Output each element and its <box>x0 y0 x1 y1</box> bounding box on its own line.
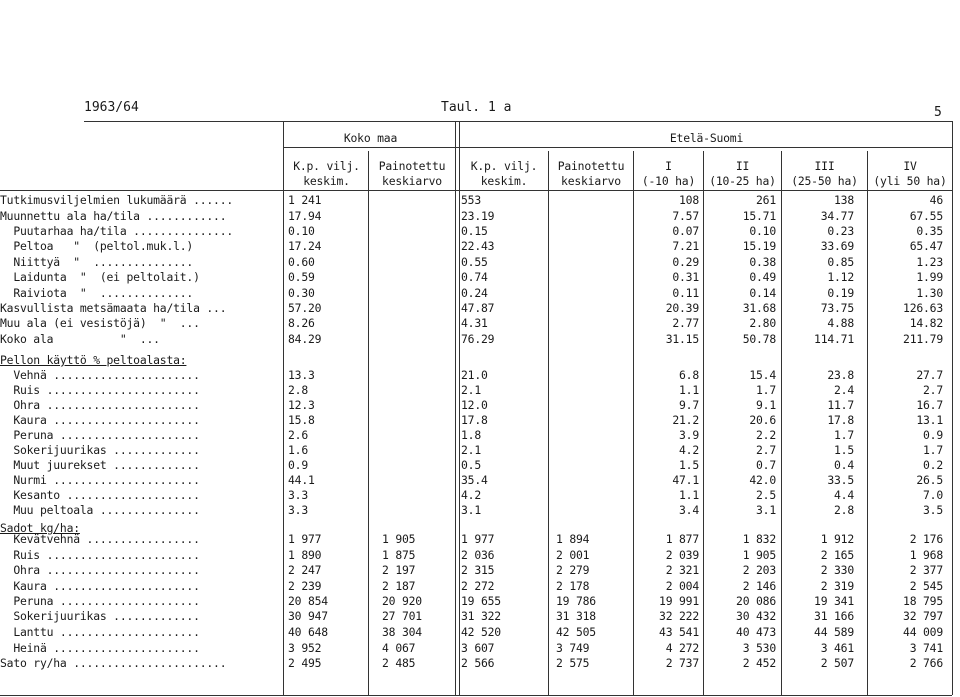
table-cell: 2 272 <box>461 579 495 593</box>
table-cell: 44.1 <box>288 473 315 487</box>
table-cell: 0.4 <box>834 458 854 472</box>
table-cell: 84.29 <box>288 332 322 346</box>
table-cell: 8.26 <box>288 316 315 330</box>
table-cell: 23.8 <box>827 368 854 382</box>
table-cell: 0.11 <box>672 286 699 300</box>
table-cell: 4.31 <box>461 316 488 330</box>
row-label: Peltoa " (peltol.muk.l.) <box>0 239 194 253</box>
column-header-1-line1: K.p. vilj. <box>293 159 360 173</box>
column-header-7-line2: (25-50 ha) <box>791 174 858 188</box>
page-number: 5 <box>934 105 942 120</box>
table-cell: 108 <box>679 193 699 207</box>
table-cell: 2 004 <box>665 579 699 593</box>
table-cell: 67.55 <box>909 209 943 223</box>
table-cell: 3 607 <box>461 641 495 655</box>
table-cell: 47.87 <box>461 301 495 315</box>
table-cell: 33.5 <box>827 473 854 487</box>
table-cell: 2 330 <box>820 563 854 577</box>
table-cell: 0.35 <box>916 224 943 238</box>
table-cell: 2 039 <box>665 548 699 562</box>
table-cell: 47.1 <box>672 473 699 487</box>
column-header-6-line1: II <box>735 159 750 173</box>
row-label: Ohra ....................... <box>0 563 200 577</box>
table-cell: 1 905 <box>382 532 416 546</box>
table-cell: 15.8 <box>288 413 315 427</box>
table-cell: 2 485 <box>382 656 416 670</box>
table-cell: 42 520 <box>461 625 501 639</box>
table-cell: 0.9 <box>288 458 308 472</box>
section-heading: Pellon käyttö % peltoalasta: <box>0 353 187 367</box>
table-cell: 7.0 <box>923 488 943 502</box>
table-cell: 2 315 <box>461 563 495 577</box>
row-label: Kaura ...................... <box>0 579 200 593</box>
table-cell: 0.59 <box>288 270 315 284</box>
row-label: Puutarhaa ha/tila ............... <box>0 224 234 238</box>
table-cell: 1.7 <box>756 383 776 397</box>
column-header-3-line2: keskim. <box>480 174 528 188</box>
table-cell: 114.71 <box>814 332 854 346</box>
column-header-2-line2: keskiarvo <box>382 174 442 188</box>
table-cell: 18 795 <box>903 594 943 608</box>
table-cell: 0.60 <box>288 255 315 269</box>
row-label: Raiviota " .............. <box>0 286 194 300</box>
table-cell: 2 146 <box>742 579 776 593</box>
table-cell: 0.19 <box>827 286 854 300</box>
table-cell: 0.24 <box>461 286 488 300</box>
row-label: Niittyä " ............... <box>0 255 194 269</box>
table-cell: 43 541 <box>659 625 699 639</box>
table-cell: 2.2 <box>756 428 776 442</box>
table-cell: 553 <box>461 193 481 207</box>
rule-vertical-3 <box>459 121 460 695</box>
table-cell: 2.80 <box>749 316 776 330</box>
table-cell: 31.15 <box>665 332 699 346</box>
table-cell: 31.68 <box>742 301 776 315</box>
table-cell: 2 545 <box>909 579 943 593</box>
rule-under-group <box>283 147 952 148</box>
table-cell: 0.7 <box>756 458 776 472</box>
table-cell: 126.63 <box>903 301 943 315</box>
table-cell: 2.1 <box>461 443 481 457</box>
column-header-8-line2: (yli 50 ha) <box>873 174 947 188</box>
table-cell: 46 <box>929 193 943 207</box>
table-cell: 2 001 <box>556 548 590 562</box>
table-cell: 31 166 <box>814 609 854 623</box>
table-cell: 40 648 <box>288 625 328 639</box>
table-cell: 2.7 <box>923 383 943 397</box>
column-header-1-line2: keskim. <box>303 174 350 188</box>
table-cell: 65.47 <box>909 239 943 253</box>
row-label: Muut juurekset ............. <box>0 458 200 472</box>
table-cell: 1 977 <box>288 532 322 546</box>
row-label: Laidunta " (ei peltolait.) <box>0 270 200 284</box>
table-cell: 17.8 <box>827 413 854 427</box>
table-cell: 1 241 <box>288 193 322 207</box>
rule-header-bottom <box>0 190 952 191</box>
table-cell: 2 737 <box>665 656 699 670</box>
table-cell: 2.77 <box>672 316 699 330</box>
table-cell: 19 341 <box>814 594 854 608</box>
rule-vertical-0 <box>283 121 284 695</box>
table-cell: 1 894 <box>556 532 590 546</box>
table-cell: 30 432 <box>736 609 776 623</box>
table-cell: 0.10 <box>288 224 315 238</box>
table-cell: 0.85 <box>827 255 854 269</box>
table-cell: 1 912 <box>820 532 854 546</box>
table-cell: 2.4 <box>834 383 854 397</box>
row-label: Muu ala (ei vesistöjä) " ... <box>0 316 200 330</box>
table-cell: 3.1 <box>461 503 481 517</box>
table-cell: 1 968 <box>909 548 943 562</box>
row-label: Sokerijuurikas ............. <box>0 609 200 623</box>
table-cell: 0.38 <box>749 255 776 269</box>
table-cell: 6.8 <box>679 368 699 382</box>
table-cell: 0.55 <box>461 255 488 269</box>
row-label: Ruis ....................... <box>0 383 200 397</box>
table-cell: 2 566 <box>461 656 495 670</box>
table-cell: 23.19 <box>461 209 495 223</box>
table-cell: 2.1 <box>461 383 481 397</box>
table-cell: 3.4 <box>679 503 699 517</box>
table-cell: 2.5 <box>756 488 776 502</box>
table-cell: 1 875 <box>382 548 416 562</box>
row-label: Ohra ....................... <box>0 398 200 412</box>
table-cell: 14.82 <box>909 316 943 330</box>
table-cell: 12.0 <box>461 398 488 412</box>
table-cell: 0.49 <box>749 270 776 284</box>
table-cell: 42 505 <box>556 625 596 639</box>
table-cell: 0.10 <box>749 224 776 238</box>
table-cell: 1.5 <box>679 458 699 472</box>
table-cell: 0.2 <box>923 458 943 472</box>
table-cell: 17.94 <box>288 209 322 223</box>
row-label: Muunnettu ala ha/tila ............ <box>0 209 227 223</box>
table-cell: 17.24 <box>288 239 322 253</box>
table-cell: 73.75 <box>820 301 854 315</box>
table-cell: 44 589 <box>814 625 854 639</box>
table-cell: 3.3 <box>288 488 308 502</box>
column-header-3-line1: K.p. vilj. <box>470 159 538 173</box>
table-cell: 32 797 <box>903 609 943 623</box>
table-cell: 20 086 <box>736 594 776 608</box>
table-cell: 7.57 <box>672 209 699 223</box>
table-cell: 2 495 <box>288 656 322 670</box>
table-cell: 1 977 <box>461 532 495 546</box>
column-header-7-line1: III <box>814 159 835 173</box>
table-cell: 26.5 <box>916 473 943 487</box>
table-cell: 2 766 <box>909 656 943 670</box>
table-cell: 0.31 <box>672 270 699 284</box>
table-cell: 32 222 <box>659 609 699 623</box>
table-cell: 11.7 <box>827 398 854 412</box>
column-header-8-line1: IV <box>903 159 917 173</box>
table-cell: 0.29 <box>672 255 699 269</box>
table-cell: 3 741 <box>909 641 943 655</box>
table-cell: 0.14 <box>749 286 776 300</box>
table-cell: 1.1 <box>679 488 699 502</box>
table-cell: 35.4 <box>461 473 488 487</box>
table-cell: 3 952 <box>288 641 322 655</box>
table-cell: 30 947 <box>288 609 328 623</box>
row-label: Kasvullista metsämaata ha/tila ... <box>0 301 227 315</box>
table-cell: 2 239 <box>288 579 322 593</box>
table-cell: 33.69 <box>820 239 854 253</box>
table-cell: 3.3 <box>288 503 308 517</box>
row-label: Koko ala " ... <box>0 332 160 346</box>
table-cell: 9.1 <box>756 398 776 412</box>
table-cell: 20.39 <box>665 301 699 315</box>
table-cell: 2 203 <box>742 563 776 577</box>
table-cell: 17.8 <box>461 413 488 427</box>
table-cell: 2 197 <box>382 563 416 577</box>
rule-vertical-9 <box>952 121 953 695</box>
table-cell: 1 832 <box>742 532 776 546</box>
table-cell: 7.21 <box>672 239 699 253</box>
table-cell: 1.6 <box>288 443 308 457</box>
table-cell: 4.2 <box>679 443 699 457</box>
table-cell: 20.6 <box>749 413 776 427</box>
row-label: Tutkimusviljelmien lukumäärä ...... <box>0 193 234 207</box>
table-cell: 261 <box>756 193 776 207</box>
table-cell: 3.5 <box>923 503 943 517</box>
table-cell: 19 786 <box>556 594 596 608</box>
table-cell: 2 319 <box>820 579 854 593</box>
table-cell: 2 178 <box>556 579 590 593</box>
table-cell: 38 304 <box>382 625 422 639</box>
table-cell: 4 272 <box>665 641 699 655</box>
table-cell: 1.23 <box>916 255 943 269</box>
row-label: Nurmi ...................... <box>0 473 200 487</box>
row-label: Muu peltoala ............... <box>0 503 200 517</box>
table-cell: 0.15 <box>461 224 488 238</box>
table-cell: 4.2 <box>461 488 481 502</box>
table-cell: 40 473 <box>736 625 776 639</box>
table-cell: 1 905 <box>742 548 776 562</box>
table-cell: 21.2 <box>672 413 699 427</box>
table-cell: 3 461 <box>820 641 854 655</box>
table-cell: 0.30 <box>288 286 315 300</box>
column-header-5-line1: I <box>665 159 672 173</box>
table-cell: 22.43 <box>461 239 495 253</box>
table-cell: 20 854 <box>288 594 328 608</box>
table-cell: 2 279 <box>556 563 590 577</box>
table-cell: 19 655 <box>461 594 501 608</box>
table-cell: 0.9 <box>923 428 943 442</box>
row-label: Kevätvehnä ................. <box>0 532 200 546</box>
table-cell: 31 322 <box>461 609 501 623</box>
table-cell: 12.3 <box>288 398 315 412</box>
column-header-2-line1: Painotettu <box>378 159 446 173</box>
table-cell: 0.74 <box>461 270 488 284</box>
table-cell: 2 247 <box>288 563 322 577</box>
year-label: 1963/64 <box>84 100 139 115</box>
table-cell: 76.29 <box>461 332 495 346</box>
table-cell: 2 036 <box>461 548 495 562</box>
column-header-6-line2: (10-25 ha) <box>709 174 776 188</box>
table-cell: 138 <box>834 193 854 207</box>
table-cell: 3.9 <box>679 428 699 442</box>
table-cell: 1.5 <box>834 443 854 457</box>
row-label: Ruis ....................... <box>0 548 200 562</box>
row-label: Heinä ...................... <box>0 641 200 655</box>
table-cell: 50.78 <box>742 332 776 346</box>
row-label: Kesanto .................... <box>0 488 200 502</box>
column-header-5-line2: (-10 ha) <box>641 174 696 188</box>
table-cell: 42.0 <box>749 473 776 487</box>
table-cell: 2 176 <box>909 532 943 546</box>
table-cell: 20 920 <box>382 594 422 608</box>
group-header-koko-maa: Koko maa <box>343 131 398 145</box>
table-cell: 2.8 <box>834 503 854 517</box>
table-cell: 15.71 <box>742 209 776 223</box>
section-heading: Sadot kg/ha: <box>0 521 80 535</box>
group-header-etela-suomi: Etelä-Suomi <box>669 131 744 145</box>
rule-bottom <box>0 695 952 696</box>
table-cell: 16.7 <box>916 398 943 412</box>
table-cell: 13.3 <box>288 368 315 382</box>
table-cell: 9.7 <box>679 398 699 412</box>
row-label: Vehnä ...................... <box>0 368 200 382</box>
table-cell: 3 749 <box>556 641 590 655</box>
table-cell: 34.77 <box>820 209 854 223</box>
table-cell: 2 321 <box>665 563 699 577</box>
table-cell: 0.07 <box>672 224 699 238</box>
table-cell: 44 009 <box>903 625 943 639</box>
table-cell: 21.0 <box>461 368 488 382</box>
row-label: Sokerijuurikas ............. <box>0 443 200 457</box>
table-cell: 27.7 <box>916 368 943 382</box>
table-cell: 1.8 <box>461 428 481 442</box>
table-cell: 211.79 <box>903 332 943 346</box>
table-cell: 27 701 <box>382 609 422 623</box>
table-cell: 4.4 <box>834 488 854 502</box>
table-cell: 15.19 <box>742 239 776 253</box>
table-cell: 1.7 <box>923 443 943 457</box>
table-cell: 0.5 <box>461 458 481 472</box>
table-cell: 1.30 <box>916 286 943 300</box>
rule-vertical-1 <box>368 151 369 695</box>
table-cell: 15.4 <box>749 368 776 382</box>
column-header-4-line2: keskiarvo <box>561 174 621 188</box>
table-cell: 4.88 <box>827 316 854 330</box>
table-cell: 1.99 <box>916 270 943 284</box>
table-cell: 3.1 <box>756 503 776 517</box>
table-cell: 2.7 <box>756 443 776 457</box>
row-label: Peruna ..................... <box>0 594 200 608</box>
rule-top <box>84 121 952 122</box>
table-cell: 2 575 <box>556 656 590 670</box>
table-cell: 2.6 <box>288 428 308 442</box>
table-label: Taul. 1 a <box>441 100 512 115</box>
table-cell: 4 067 <box>382 641 416 655</box>
table-cell: 1.7 <box>834 428 854 442</box>
table-cell: 2 377 <box>909 563 943 577</box>
row-label: Sato ry/ha ....................... <box>0 656 227 670</box>
table-cell: 2 187 <box>382 579 416 593</box>
rule-vertical-2 <box>455 121 456 695</box>
rule-vertical-4 <box>548 151 549 695</box>
row-label: Kaura ...................... <box>0 413 200 427</box>
table-cell: 19 991 <box>659 594 699 608</box>
table-cell: 2.8 <box>288 383 308 397</box>
table-cell: 3 530 <box>742 641 776 655</box>
table-cell: 2 452 <box>742 656 776 670</box>
table-cell: 31 318 <box>556 609 596 623</box>
row-label: Peruna ..................... <box>0 428 200 442</box>
table-cell: 13.1 <box>916 413 943 427</box>
table-cell: 1 890 <box>288 548 322 562</box>
table-cell: 2 507 <box>820 656 854 670</box>
table-cell: 1 877 <box>665 532 699 546</box>
table-cell: 1.12 <box>827 270 854 284</box>
table-cell: 0.23 <box>827 224 854 238</box>
table-cell: 1.1 <box>679 383 699 397</box>
row-label: Lanttu ..................... <box>0 625 200 639</box>
table-cell: 2 165 <box>820 548 854 562</box>
column-header-4-line1: Painotettu <box>557 159 625 173</box>
table-cell: 57.20 <box>288 301 322 315</box>
